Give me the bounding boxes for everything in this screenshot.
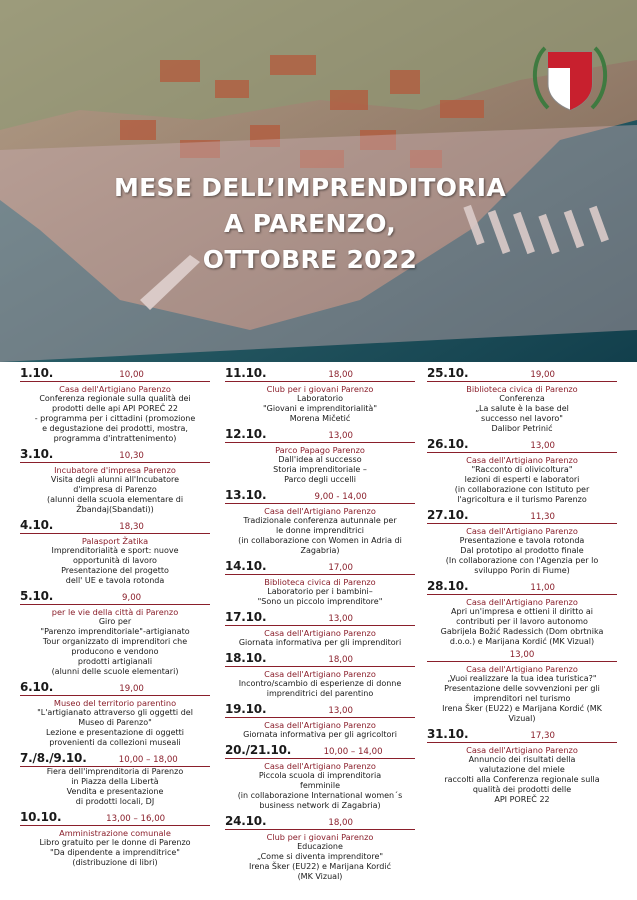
title-line: MESE DELL’IMPRENDITORIA [113,173,507,202]
event-entry [427,650,617,724]
event-description-line: femminile [300,781,340,790]
event-time: 13,00 [328,706,353,716]
event-date-row [225,814,415,830]
event-entry [20,680,210,748]
event-description-line: Educazione [297,842,343,851]
event-venue: Casa dell'Artigiano Parenzo [264,669,376,679]
event-description-line: Morena Mičetić [289,414,351,423]
event-description-line: Presentazione del progetto [61,566,169,575]
event-venue: Biblioteca civica di Parenzo [264,577,376,587]
event-description [20,617,210,677]
event-time: 18,00 [328,818,353,828]
event-description-line: Parco degli uccelli [284,475,356,484]
event-time: 18,00 [328,370,353,380]
event-date-row [225,366,415,382]
event-date: 27.10. [427,508,469,522]
event-description-line: le donne imprenditrici [275,526,365,535]
event-description-line: imprenditrici del parentino [266,689,374,698]
event-date: 25.10. [427,366,469,380]
event-venue: Casa dell'Artigiano Parenzo [264,761,376,771]
event-description-line: Giornata informativa per gli imprenditori [238,638,402,647]
event-description-line: "Sono un piccolo imprenditore" [257,597,383,606]
event-description [225,771,415,811]
event-description [427,755,617,805]
event-date-row [20,366,210,382]
event-venue: Club per i giovani Parenzo [266,384,374,394]
event-date-row [225,559,415,575]
event-venue: Museo del territorio parentino [53,698,177,708]
event-date-row [20,589,210,605]
event-time: 11,30 [530,512,555,522]
schedule-column-1 [20,366,210,871]
event-entry [20,589,210,677]
event-description [20,394,210,444]
event-description-line: Apri un'impresa e ottieni il diritto ai [451,607,593,616]
event-time: 10,00 – 14,00 [323,747,383,757]
event-date-row [427,437,617,453]
event-description-line: Giornata informativa per gli agricoltori [243,730,397,739]
event-description [225,394,415,424]
event-description-line: lezioni di esperti e laboratori [464,475,580,484]
event-description-line: Presentazione delle sovvenzioni per gli [444,684,600,693]
event-date: 4.10. [20,518,54,532]
event-description [427,607,617,647]
event-entry [427,508,617,576]
event-description-line: "L'artigianato attraverso gli oggetti del [37,708,193,717]
event-description-line: Annuncio dei risultati della [468,755,576,764]
event-description-line: Piccola scuola di imprenditoria [258,771,382,780]
event-description-line: Žbandaj(Sbandati)) [76,505,154,514]
event-entry [427,579,617,647]
event-description-line: (distribuzione di libri) [72,858,158,867]
event-description [225,679,415,699]
event-description-line: opportunità di lavoro [73,556,157,565]
event-description-line: Storia imprenditoriale – [273,465,367,474]
event-venue: Incubatore d'impresa Parenzo [54,465,176,475]
event-description-line: raccolti alla Conferenza regionale sulla [444,775,600,784]
event-entry [225,559,415,607]
event-date: 5.10. [20,589,54,603]
event-entry [20,518,210,586]
event-time: 13,00 [530,441,555,451]
event-entry [225,488,415,556]
event-venue: Casa dell'Artigiano Parenzo [264,628,376,638]
event-time: 10,00 – 18,00 [118,755,178,765]
event-description-line: Museo di Parenzo" [78,718,152,727]
event-description-line: Giro per [98,617,132,626]
event-entry [20,810,210,868]
event-date: 28.10. [427,579,469,593]
event-venue: Casa dell'Artigiano Parenzo [466,745,578,755]
event-description-line: Gabrijela Božić Radessich (Dom obrtnika [440,627,604,636]
header-aerial-photo [0,0,637,362]
event-time: 10,00 [119,370,144,380]
event-description-line: Tradizionale conferenza autunnale per [243,516,397,525]
event-time: 13,00 – 16,00 [106,814,166,824]
event-venue: Casa dell'Artigiano Parenzo [59,384,171,394]
event-description-line: Incontro/scambio di esperienze di donne [238,679,402,688]
event-description-line: Laboratorio per i bambini– [267,587,373,596]
event-date: 20./21.10. [225,743,292,757]
event-time: 9,00 [122,593,142,603]
event-description [20,475,210,515]
event-description-line: qualità dei prodotti delle [472,785,572,794]
poster-title [100,170,520,278]
event-description-line: d'impresa di Parenzo [73,485,157,494]
event-venue: Casa dell'Artigiano Parenzo [466,664,578,674]
event-date-row [427,727,617,743]
event-description-line: Imprenditorialità e sport: nuove [51,546,179,555]
event-description-line: imprenditori nel turismo [473,694,571,703]
event-date: 10.10. [20,810,62,824]
event-description-line: valutazione del miele [479,765,565,774]
event-venue: Casa dell'Artigiano Parenzo [264,506,376,516]
event-date: 6.10. [20,680,54,694]
event-description-line: Laboratorio [297,394,343,403]
event-time: 10,30 [119,451,144,461]
event-entry [427,727,617,805]
event-description-line: successo nel lavoro" [481,414,563,423]
event-description-line: Zagabria) [300,546,340,555]
event-description [427,465,617,505]
event-description [20,546,210,586]
event-date-row [20,810,210,826]
event-description-line: prodotti delle api API POREČ 22 [52,404,178,413]
event-entry [20,366,210,444]
event-time: 18,00 [328,655,353,665]
event-description [20,708,210,748]
event-date-row [20,751,210,767]
event-description-line: sviluppo Porin di Fiume) [474,566,570,575]
event-entry [225,651,415,699]
event-date-row [225,743,415,759]
event-description [427,394,617,434]
event-description-line: „Vuoi realizzare la tua idea turistica?" [447,674,597,683]
event-date: 19.10. [225,702,267,716]
event-description-line: Vizual) [508,714,536,723]
event-date-row [225,702,415,718]
event-date-row [20,447,210,463]
event-time: 9,00 - 14,00 [314,492,367,502]
event-description [225,516,415,556]
event-entry [225,427,415,485]
event-description [20,767,210,807]
event-description [225,587,415,607]
event-entry [225,702,415,740]
event-entry [225,743,415,811]
event-description-line: - programma per i cittadini (promozione [34,414,196,423]
event-date-row [427,508,617,524]
event-description-line: API POREČ 22 [494,795,550,804]
event-description-line: (alunni della scuola elementare di [46,495,184,504]
event-description-line: „Come si diventa imprenditore" [256,852,384,861]
event-description-line: Vendita e presentazione [66,787,164,796]
event-description-line: (MK Vizual) [297,872,343,881]
event-time: 11,00 [530,583,555,593]
event-description [20,838,210,868]
event-date-row [225,427,415,443]
event-description [225,842,415,882]
event-description-line: Libro gratuito per le donne di Parenzo [39,838,191,847]
event-description [427,674,617,724]
event-date: 13.10. [225,488,267,502]
event-date: 26.10. [427,437,469,451]
event-description-line: di prodotti locali, DJ [75,797,155,806]
event-description-line: Presentazione e tavola rotonda [459,536,585,545]
event-description-line: (in collaborazione con Women in Adria di [238,536,402,545]
event-date-row [225,610,415,626]
event-description-line: Irena Šker (EU22) e Marijana Kordić (MK [442,704,602,713]
event-entry [20,751,210,807]
event-date-row [225,651,415,667]
event-time: 19,00 [530,370,555,380]
event-time: 13,00 [328,431,353,441]
event-description-line: in Piazza della Libertà [71,777,159,786]
event-description [427,536,617,576]
event-description-line: Conferenza regionale sulla qualità dei [39,394,191,403]
event-description-line: l'agricoltura e il turismo Parenzo [457,495,587,504]
event-description-line: programma d'intrattenimento) [53,434,177,443]
event-venue: Casa dell'Artigiano Parenzo [466,526,578,536]
event-description-line: dell' UE e tavola rotonda [65,576,165,585]
event-venue: Biblioteca civica di Parenzo [466,384,578,394]
event-description-line: e degustazione dei prodotti, mostra, [42,424,188,433]
event-date: 1.10. [20,366,54,380]
event-date-row [427,366,617,382]
event-description-line: Dalibor Petrinić [491,424,553,433]
event-description-line: producono e vendono [71,647,159,656]
event-description [225,455,415,485]
event-date-row [427,579,617,595]
event-venue: Palasport Žatika [81,536,149,546]
title-line: A PARENZO, [223,209,396,238]
event-description-line: Dall'idea al successo [278,455,362,464]
event-description-line: Irena Šker (EU22) e Marijana Kordić [249,862,391,871]
event-date: 3.10. [20,447,54,461]
event-venue: Club per i giovani Parenzo [266,832,374,842]
event-description-line: Visita degli alunni all'Incubatore [50,475,180,484]
event-description-line: (in collaborazione International women´s [237,791,403,800]
event-date: 24.10. [225,814,267,828]
event-description-line: "Parenzo imprenditoriale"-artigianato [40,627,190,636]
event-entry [225,814,415,882]
event-entry [427,366,617,434]
event-date: 18.10. [225,651,267,665]
schedule-column-3 [427,366,617,808]
event-description-line: „La salute è la base del [475,404,569,413]
event-venue: Parco Papago Parenzo [275,445,365,455]
event-description-line: Fiera dell'imprenditoria di Parenzo [46,767,184,776]
event-date-row [20,680,210,696]
event-venue: per le vie della città di Parenzo [51,607,179,617]
event-time: 13,00 [509,650,535,660]
event-date: 11.10. [225,366,267,380]
event-venue: Casa dell'Artigiano Parenzo [466,455,578,465]
event-date: 17.10. [225,610,267,624]
event-entry [225,366,415,424]
event-entry [427,437,617,505]
event-description-line: (in collaborazione con Istituto per [454,485,590,494]
event-description-line: d.o.o.) e Marijana Kordić (MK Vizual) [449,637,595,646]
event-time: 19,00 [119,684,144,694]
event-description-line: Lezione e presentazione di oggetti [45,728,185,737]
event-description-line: Conferenza [499,394,545,403]
event-date: 14.10. [225,559,267,573]
event-description-line: Dal prototipo al prodotto finale [460,546,584,555]
schedule-column-2 [225,366,415,885]
event-description-line: "Giovani e imprenditorialità" [262,404,378,413]
event-venue: Amministrazione comunale [59,828,171,838]
event-date-row [20,518,210,534]
event-description-line: prodotti artigianali [77,657,153,666]
event-date: 12.10. [225,427,267,441]
event-description-line: Tour organizzato di imprenditori che [42,637,188,646]
event-time: 18,30 [119,522,144,532]
event-entry [20,447,210,515]
event-description-line: contributi per il lavoro autonomo [456,617,588,626]
event-venue: Casa dell'Artigiano Parenzo [264,720,376,730]
event-venue: Casa dell'Artigiano Parenzo [466,597,578,607]
event-description-line: (alunni delle scuole elementari) [51,667,179,676]
event-time: 13,00 [328,614,353,624]
event-description [225,730,415,740]
event-time: 17,00 [328,563,353,573]
event-entry [225,610,415,648]
event-date: 31.10. [427,727,469,741]
event-description-line: "Da dipendente a imprenditrice" [50,848,180,857]
event-description-line: business network di Zagabria) [259,801,381,810]
event-date-row [225,488,415,504]
event-date-row [427,650,617,662]
event-description-line: (In collaborazione con l'Agenzia per lo [445,556,599,565]
event-time: 17,30 [530,731,555,741]
event-description [225,638,415,648]
event-description-line: "Racconto di olivicoltura" [471,465,573,474]
title-line: OTTOBRE 2022 [202,245,418,274]
event-date: 7./8./9.10. [20,751,87,765]
event-description-line: provenienti da collezioni museali [49,738,181,747]
